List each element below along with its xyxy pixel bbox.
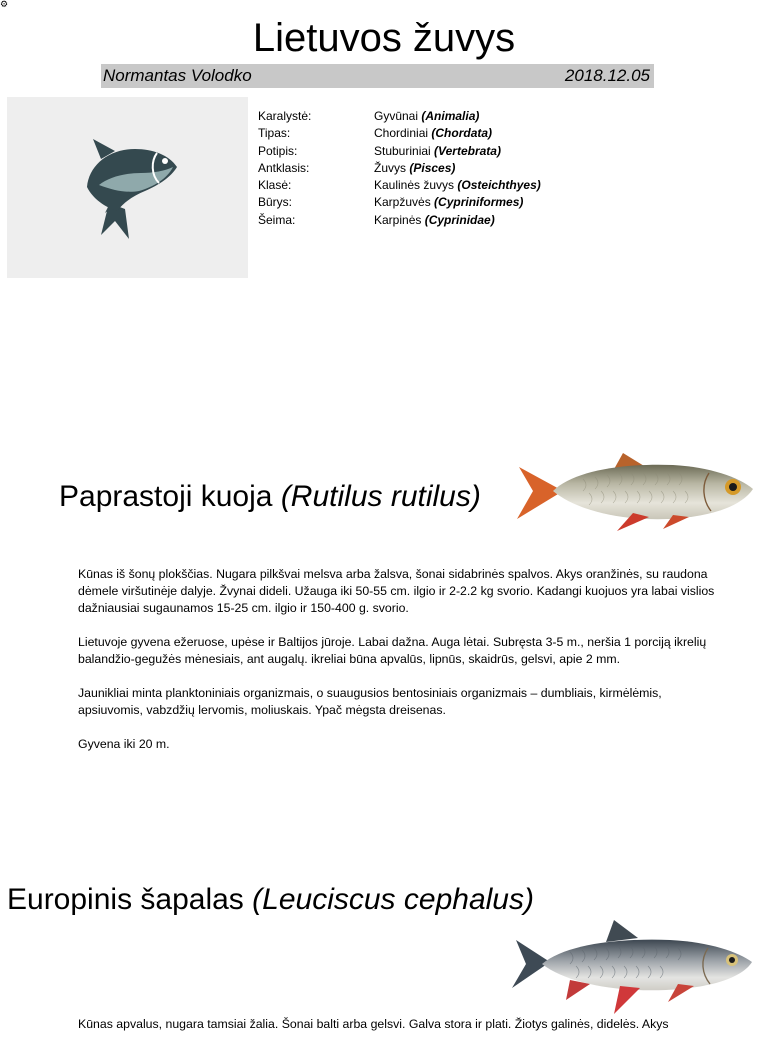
taxonomy-latin: (Pisces): [409, 160, 456, 175]
roach-fish-photo: [513, 449, 757, 533]
taxonomy-label: Klasė:: [258, 178, 292, 193]
taxonomy-value: Stuburiniai: [374, 143, 431, 158]
taxonomy-row-family: [258, 212, 578, 229]
taxonomy-latin: (Chordata): [431, 126, 493, 141]
paragraph: Jaunikliai minta planktoniniais organizmais, o suaugusios bentosiniais organizmais – dumbliais, kirmėlėmis, apsiuvomis, vabzdžių lervomis, moliuskais. Ypač mėgsta dreisenas.: [78, 686, 662, 717]
taxonomy-value: Gyvūnai: [374, 109, 419, 123]
section-title-roach: [59, 479, 481, 515]
fish-logo-panel: [7, 97, 248, 278]
paragraph: Kūnas apvalus, nugara tamsiai žalia. Šonai balti arba gelsvi. Galva stora ir plati. Žiotys galinės, didelės. Akys: [78, 1017, 669, 1031]
corner-gear-icon: ⚙: [0, 0, 9, 9]
species-name: Paprastoji kuoja: [59, 480, 273, 513]
section-text-roach: [78, 566, 728, 770]
taxonomy-value: Karpžuvės: [374, 195, 431, 210]
taxonomy-value-group: [374, 125, 492, 142]
section-title-chub: [7, 882, 534, 918]
section-text-chub: [78, 1016, 728, 1050]
taxonomy-label: Tipas:: [258, 126, 291, 141]
paragraph: Kūnas iš šonų plokščias. Nugara pilkšvai melsva arba žalsva, šonai sidabrinės spalvos. Akys oranžinės, su raudona dėmele viršutinėje dalyje. Žvynai dideli. Užauga iki 50-55 cm. ilgio ir 2-2.2 kg svorio. Kadangi kuojuos yra labai vislios dažniausiai sugaunamos 15-25 cm. ilgio ir 150-400 g. svorio.: [78, 567, 715, 615]
taxonomy-value-group: [374, 194, 523, 211]
taxonomy-latin: (Osteichthyes): [457, 178, 541, 193]
taxonomy-row-kingdom: [258, 108, 578, 125]
taxonomy-row-order: [258, 194, 578, 211]
taxonomy-value-group: [374, 108, 479, 125]
taxonomy-row-subphylum: [258, 143, 578, 160]
species-name: Europinis šapalas: [7, 883, 244, 916]
taxonomy-label: Būrys:: [258, 195, 293, 210]
species-latin-name: (Leuciscus cephalus): [252, 883, 534, 916]
document-title: Lietuvos žuvys: [252, 16, 516, 60]
taxonomy-value: Žuvys: [374, 160, 407, 175]
taxonomy-latin: (Vertebrata): [434, 143, 501, 158]
taxonomy-label: Potipis:: [258, 143, 298, 158]
taxonomy-latin: (Cypriniformes): [434, 195, 524, 210]
taxonomy-row-superclass: [258, 160, 578, 177]
author-date-bar: [101, 64, 654, 88]
taxonomy-label: Antklasis:: [258, 160, 310, 175]
taxonomy-value: Kaulinės žuvys: [374, 178, 455, 193]
species-latin-name: (Rutilus rutilus): [280, 480, 481, 513]
taxonomy-value-group: [374, 160, 455, 177]
taxonomy-latin: (Cyprinidae): [424, 212, 495, 227]
chub-fish-photo: [510, 918, 754, 1018]
paragraph: Lietuvoje gyvena ežeruose, upėse ir Baltijos jūroje. Labai dažna. Auga lėtai. Subręsta 3-5 m., neršia 1 porciją ikrelių balandžio-gegužės mėnesiais, ant augalų. ikreliai būna apvalūs, lipnūs, skaidrūs, gelsvi, apie 2 mm.: [78, 635, 707, 666]
taxonomy-value-group: [374, 143, 501, 160]
taxonomy-value-group: [374, 212, 495, 229]
taxonomy-latin: (Animalia): [421, 109, 480, 123]
author-name: Normantas Volodko: [103, 66, 252, 85]
taxonomy-value: Karpinės: [374, 212, 422, 227]
paragraph: Gyvena iki 20 m.: [78, 737, 170, 751]
fish-logo-icon: [79, 135, 183, 243]
taxonomy-label: Šeima:: [258, 212, 296, 227]
taxonomy-value: Chordiniai: [374, 126, 429, 141]
taxonomy-row-class: [258, 177, 578, 194]
document-date: 2018.12.05: [564, 66, 650, 85]
taxonomy-row-phylum: [258, 125, 578, 142]
taxonomy-table: [258, 108, 578, 229]
taxonomy-value-group: [374, 177, 541, 194]
taxonomy-label: Karalystė:: [258, 109, 312, 123]
